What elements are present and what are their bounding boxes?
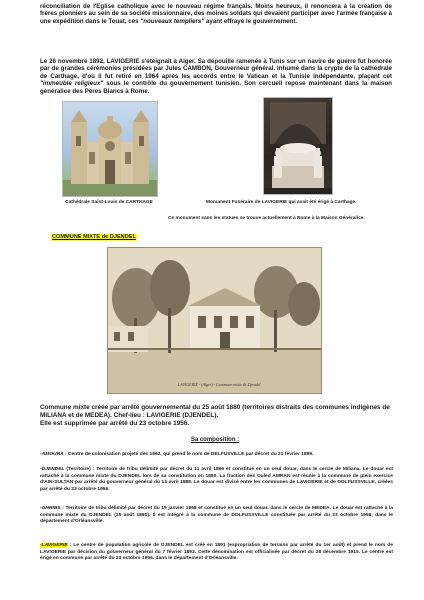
item-term-highlighted: -LAVIGERIE: [40, 543, 68, 548]
list-item-ghribs: [40, 506, 393, 526]
list-item-djendel: [40, 467, 393, 493]
postcard-photo: [107, 247, 322, 394]
postcard-caption: LAVIGERIE - (Alger) - Commune mixte de Djendel: [178, 382, 261, 387]
paragraph-death-lavigerie: [40, 58, 392, 95]
monument-note: Ce monument sans les statues se trouve actuellement à Rome à la Maison Généralice.: [168, 216, 365, 221]
monument-photo: [263, 97, 333, 195]
p1-quote: "nouveaux templiers": [140, 17, 205, 25]
monument-caption: Monument Funéraire de LAVIGERIE qui avait été érigé à Carthage.: [206, 200, 357, 205]
paragraph-reconciliation: [40, 3, 392, 25]
cathedral-caption: Cathédrale Saint-Louis de CARTHAGE: [65, 200, 153, 205]
composition-title: Sa composition :: [190, 437, 240, 443]
item-term: -DJENDEL: [40, 467, 65, 472]
section-title-commune: COMMUNE MIXTE de DJENDEL: [52, 234, 136, 240]
list-item-lavigerie: [40, 543, 393, 563]
p1-text-a: réconciliation de l'Eglise catholique avec le nouveau régime français. Moins heureux, il renoncera à la création de frères pionniers au sein de sa société missionnaire, des moines soldats qui devaient participer avec l'armée française à une expédition dans le Touat, ces: [40, 3, 392, 25]
item-text: : Le centre de population agricole de DJENDEL est créé en 1891 (expropriation de terrains par arrêté du 1er août) et prend le nom de LAVIGERIE par décision du gouverneur général du 7 février 1893. Cette dénomination est officialisée par décret du 28 décembre 1915. Le centre est érigé en commune par arrêté du 23 octobre 1956, dans le département d'Orléansville.: [40, 543, 393, 562]
item-term: -AMOURA: [40, 452, 64, 457]
commune-description: [40, 404, 390, 427]
item-text: : Centre de colonisation projeté dès 1862, qui prend le nom de DELFUSVILLE par décret du 21 février 1889.: [63, 452, 314, 457]
list-item-amoura: [40, 452, 393, 459]
p2-text-a: Le 26 novembre 1892, LAVIGERIE s'éteignait à Alger. Sa dépouille ramenée à Tunis sur un navire de guerre fut honorée par de grandes cérémonies présidées par Jules CAMBON, Gouverneur général. Inhumé dans la crypte de la cathédrale de Carthage, d'où il fut retiré en 1964 après les accords entre le Vatican et la Tunisie indépendante, plaçant cet: [40, 58, 392, 80]
item-text: : Territoire de tribu délimité par décret du 15 janvier 1868 et constitué en un seul douar, dans le cercle de MEDEA. Le douar est rattaché à la commune mixte du DJENDEL (25 août 1880). Il est intégré à la commune de DOLFUSSVILLE constituée par arrêté du 23 octobre 1956, dans le département d'Orléansville.: [40, 506, 393, 525]
p2-quote: "immeuble religieux": [40, 80, 104, 88]
item-term: -GHRIBS: [40, 506, 61, 511]
item-text: (Territoire) : Territoire de tribu délimité par décret du 11 avril 1866 et constitué en un seul douar, dans le cercle de Miliana. Le douar est rattaché à la commune mixte du DJENDEL lors de sa constitution en 1880. La fraction des Ouled AMRAN est réunie à la commune de plein exercice d'AIN-SULTAN par arrêté du gouverneur général du 14 avril 1888. Le douar est divisé entre les communes de LAVIGERIE et de DOLFUSSVILLE, créées par arrêté du 23 octobre 1956.: [40, 467, 393, 492]
commune-creation: Commune mixte créée par arrêté gouvernemental du 25 août 1880 (territoires distraits des communes indigènes de MILIANA et de MEDEA). Chef-lieu : LAVIGERIE (DJENDEL).: [40, 404, 390, 419]
commune-suppression: Elle est supprimée par arrêté du 23 octobre 1956.: [40, 419, 190, 427]
p1-text-b: ayant effrayé le gouvernement.: [204, 17, 298, 25]
p2-text-b: sous le contrôle du gouvernement tunisien. Son cercueil repose maintenant dans la maison généralice des Pères Blancs à Rome.: [40, 80, 393, 95]
cathedral-photo: [62, 101, 158, 197]
